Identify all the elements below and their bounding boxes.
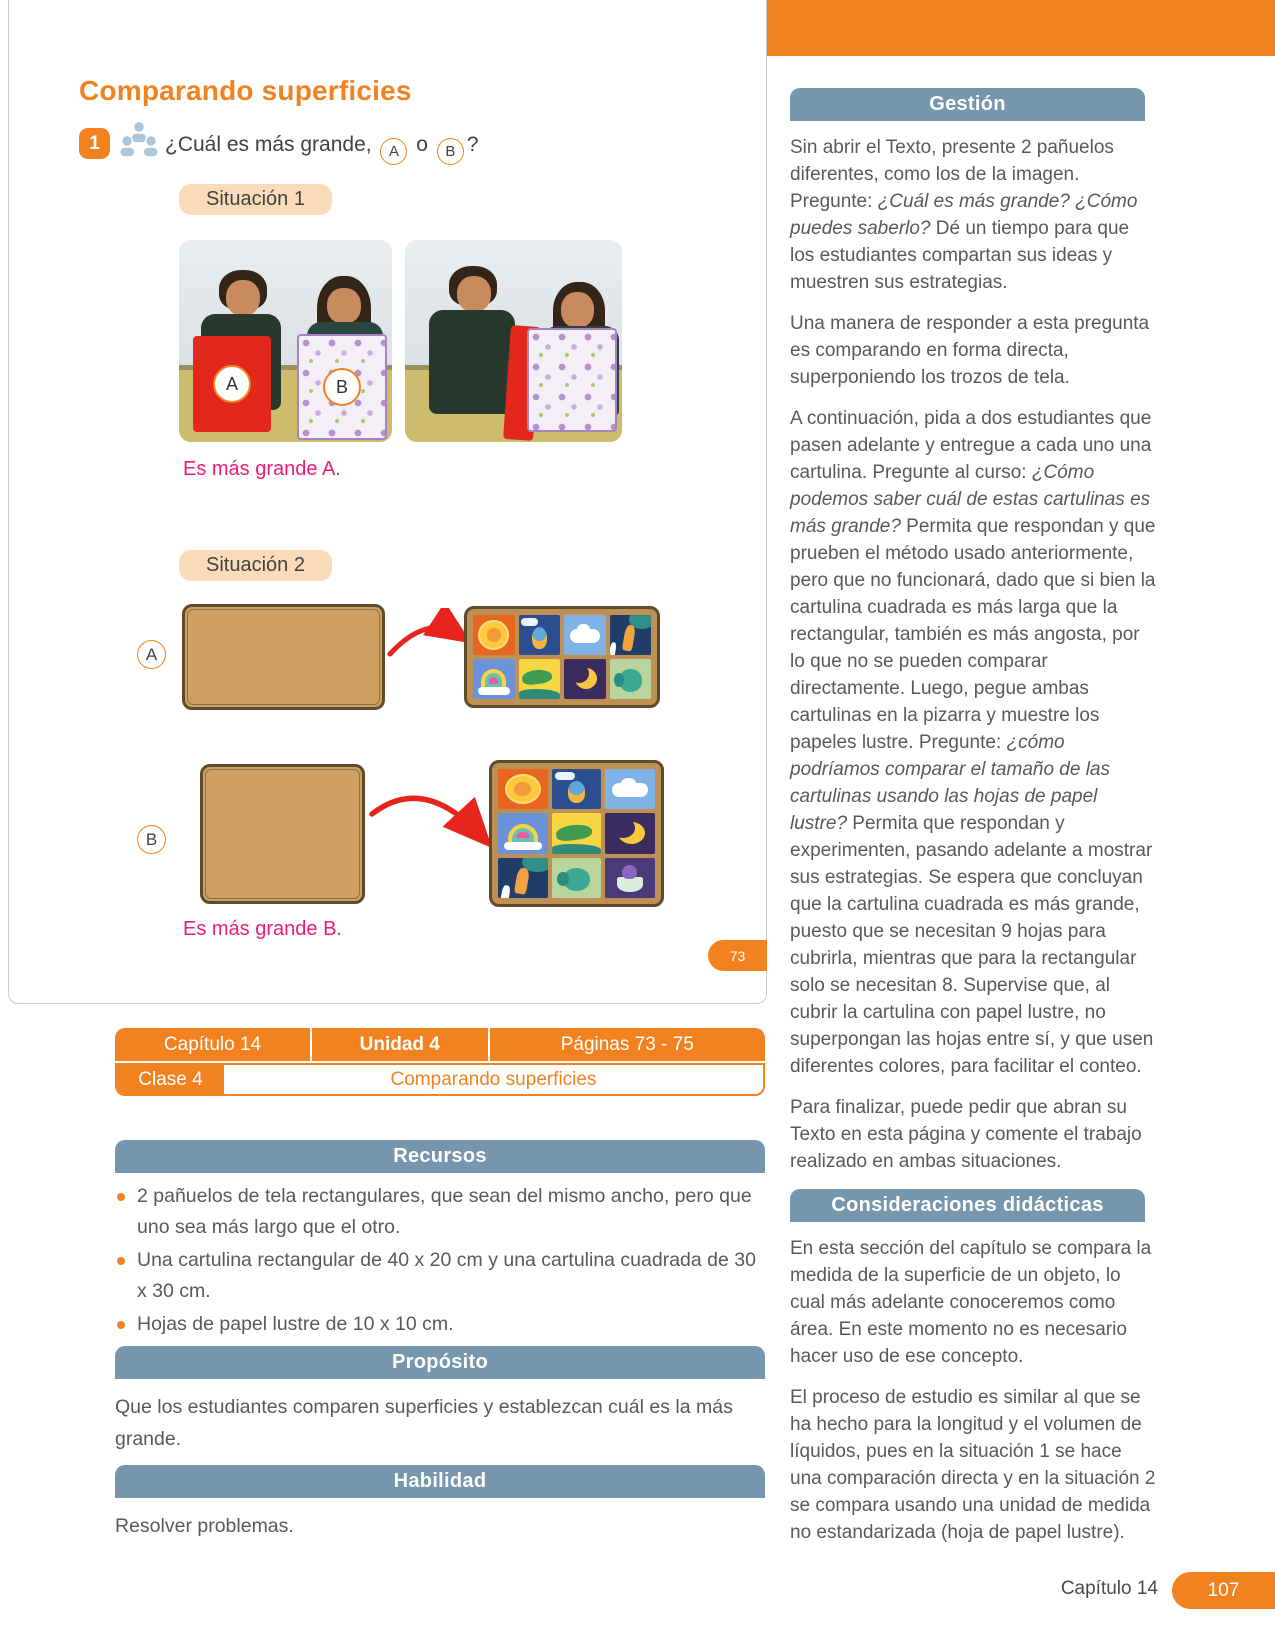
cloth-b-label: B xyxy=(323,368,361,406)
problem-number-badge: 1 xyxy=(79,128,110,159)
class-cell: Clase 4 xyxy=(117,1065,224,1094)
cartulina-a-rectangular xyxy=(182,604,385,710)
paper-sheets-grid-b xyxy=(489,760,664,907)
paragraph: Una manera de responder a esta pregunta es comparando en forma directa, superponiendo los trozos de tela. xyxy=(790,313,1150,388)
rainbow-tile-icon xyxy=(498,813,548,853)
paper-sheets-grid-a xyxy=(464,606,660,708)
paragraph: Para finalizar, puede pedir que abran su Texto en esta página y comente el trabajo realizado en ambas situaciones. xyxy=(790,1097,1142,1172)
situation-2-label: Situación 2 xyxy=(179,550,332,581)
resources-header: Recursos xyxy=(115,1140,765,1173)
cloth-b-front xyxy=(527,328,617,432)
sun-tile-icon xyxy=(473,615,515,655)
boy-sweater xyxy=(429,310,515,414)
resource-text: 2 pañuelos de tela rectangulares, que sean del mismo ancho, pero que uno sea más largo que el otro. xyxy=(137,1185,752,1238)
dinosaur-tile-icon xyxy=(605,858,655,898)
chapter-cell: Capítulo 14 xyxy=(115,1028,310,1061)
question-suffix: ? xyxy=(466,133,479,156)
lesson-title-cell: Comparando superficies xyxy=(224,1065,763,1094)
cartulina-b-label: B xyxy=(137,825,166,854)
resource-item xyxy=(115,1245,765,1307)
question-prefix: ¿Cuál es más grande, xyxy=(165,133,372,156)
consideraciones-header: Consideraciones didácticas xyxy=(790,1189,1145,1222)
girl-face xyxy=(327,288,361,324)
teacher-right-column xyxy=(790,88,1158,1560)
situation-2-answer: Es más grande B. xyxy=(183,918,342,940)
purpose-header: Propósito xyxy=(115,1346,765,1379)
footer-page-number-badge: 107 xyxy=(1172,1572,1275,1609)
pages-cell: Páginas 73 - 75 xyxy=(490,1028,766,1061)
lesson-info-table xyxy=(115,1028,765,1096)
resource-item xyxy=(115,1309,765,1340)
paragraph: El proceso de estudio es similar al que se ha hecho para la longitud y el volumen de líquidos, pues en la situación 1 se hace una comparación directa y en la situación 2 se compara usando una unidad de medida no estandarizada (hoja de papel lustre). xyxy=(790,1387,1156,1543)
sun-tile-icon xyxy=(498,769,548,809)
giraffe-tile-icon xyxy=(610,615,652,655)
student-textbook-page xyxy=(8,0,767,1004)
pair-work-icon xyxy=(119,120,159,162)
skill-header: Habilidad xyxy=(115,1465,765,1498)
arrow-b-icon xyxy=(369,784,491,856)
girl-face xyxy=(561,292,594,328)
crocodile-tile-icon xyxy=(552,813,602,853)
situation-1-label: Situación 1 xyxy=(179,184,332,215)
cartulina-a-label: A xyxy=(137,640,166,669)
consideraciones-body xyxy=(790,1222,1158,1546)
boy-face xyxy=(226,280,260,316)
info-table-class-row xyxy=(115,1063,765,1096)
student-page-number-badge: 73 xyxy=(708,940,767,971)
top-orange-band xyxy=(764,0,1275,56)
resource-text: Hojas de papel lustre de 10 x 10 cm. xyxy=(137,1313,454,1335)
question-or: o xyxy=(416,133,428,156)
photo-direct-comparison xyxy=(179,240,392,442)
resource-item xyxy=(115,1181,765,1243)
paragraph: A continuación, pida a dos estudiantes que pasen adelante y entregue a cada uno una cartulina. Pregunte al curso: ¿Cómo podemos saber cuál de estas cartulinas es más grande? Permita que respondan y que prueben el método usado anteriormente, pero que no funcionará, dado que si bien la cartulina cuadrada es más larga que la rectangular, también es más angosta, por lo que no se pueden comparar directamente. Luego, pegue ambas cartulinas en la pizarra y muestre los papeles lustre. Pregunte: ¿cómo podríamos comparar el tamaño de las cartulinas usando las hojas de papel lustre? Permita que respondan y experimenten, pasando adelante a mostrar sus estrategias. Se espera que concluyan que la cartulina cuadrada es más grande, puesto que se necesitan 9 hojas para cubrirla, mientras que para la rectangular solo se necesitan 8. Supervise que, al cubrir la cartulina con papel lustre, no superpongan las hojas entre sí, y que usen diferentes colores, para facilitar el conteo. xyxy=(790,408,1156,1077)
cloud-tile-icon xyxy=(605,769,655,809)
cloth-b xyxy=(297,334,387,440)
bullet-icon xyxy=(117,1257,125,1265)
giraffe-tile-icon xyxy=(498,858,548,898)
cartulina-b-square xyxy=(200,764,365,904)
photo-superimposed-comparison xyxy=(405,240,622,442)
gestion-body xyxy=(790,121,1158,1175)
elephant-tile-icon xyxy=(552,858,602,898)
skill-text: Resolver problemas. xyxy=(115,1515,294,1537)
unit-cell: Unidad 4 xyxy=(312,1028,488,1061)
resources-list xyxy=(115,1181,765,1340)
owl-tile-icon xyxy=(552,769,602,809)
situation-1-answer: Es más grande A. xyxy=(183,458,341,480)
arrow-a-icon xyxy=(387,608,471,668)
teacher-left-column xyxy=(115,1028,765,1542)
rainbow-tile-icon xyxy=(473,659,515,699)
info-table-header-row xyxy=(115,1028,765,1061)
footer-chapter-label: Capítulo 14 xyxy=(1060,1578,1158,1599)
gestion-header: Gestión xyxy=(790,88,1145,121)
crocodile-tile-icon xyxy=(519,659,561,699)
paragraph: En esta sección del capítulo se compara la medida de la superficie de un objeto, lo cual más adelante conoceremos como área. En este momento no es necesario hacer uso de ese concepto. xyxy=(790,1238,1152,1367)
owl-tile-icon xyxy=(519,615,561,655)
bullet-icon xyxy=(117,1321,125,1329)
boy-face xyxy=(457,276,491,312)
paragraph: Sin abrir el Texto, presente 2 pañuelos diferentes, como los de la imagen. Pregunte: ¿Cuál es más grande? ¿Cómo puedes saberlo? Dé un tiempo para que los estudiantes compartan sus ideas y muestren sus estrategias. xyxy=(790,137,1138,293)
page-title: Comparando superficies xyxy=(79,74,412,106)
bullet-icon xyxy=(117,1193,125,1201)
purpose-text: Que los estudiantes comparen superficies y establezcan cuál es la más grande. xyxy=(115,1396,733,1450)
elephant-tile-icon xyxy=(610,659,652,699)
option-b-badge: B xyxy=(437,138,464,165)
moon-tile-icon xyxy=(564,659,606,699)
cloth-a xyxy=(193,336,271,432)
problem-question xyxy=(165,133,479,165)
moon-tile-icon xyxy=(605,813,655,853)
option-a-badge: A xyxy=(380,138,407,165)
cloud-tile-icon xyxy=(564,615,606,655)
cloth-a-label: A xyxy=(213,365,251,403)
resource-text: Una cartulina rectangular de 40 x 20 cm y una cartulina cuadrada de 30 x 30 cm. xyxy=(137,1249,756,1302)
